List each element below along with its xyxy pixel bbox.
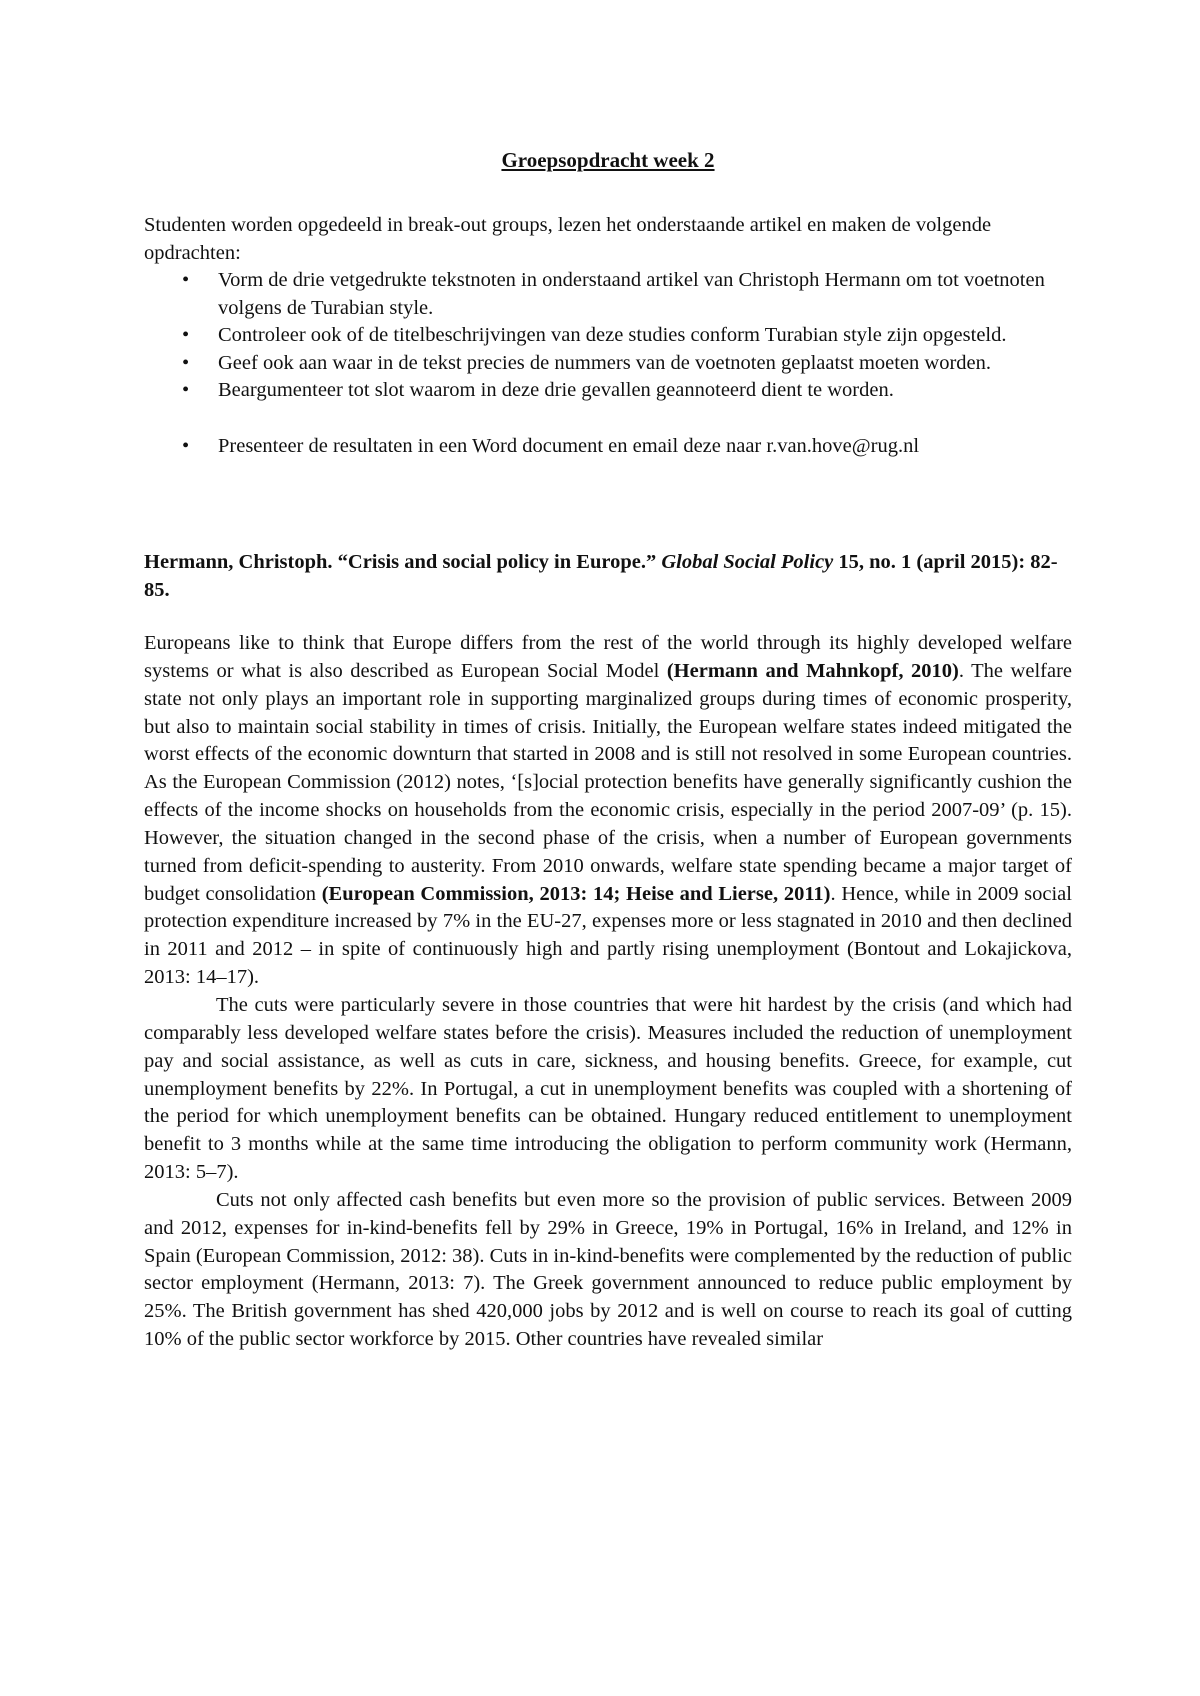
task-text: Geef ook aan waar in de tekst precies de nummers van de voetnoten geplaatst moeten worden. — [218, 351, 992, 374]
citation-author: Hermann, Christoph. — [144, 551, 333, 573]
task-list — [144, 267, 1072, 460]
task-item — [144, 350, 1072, 378]
paragraph-text: Europeans like to think that Europe differs from the rest of the world through its highly developed welfare systems or what is also described as European Social Model — [144, 632, 1072, 682]
paragraph-text: . The welfare state not only plays an important role in supporting marginalized groups during times of economic prosperity, but also to maintain social stability in times of crisis. Initially, the European welfare states indeed mitigated the worst effects of the economic downturn that started in 2008 and is still not resolved in some European countries. As the European Commission (2012) notes, ‘[s]ocial protection benefits have generally significantly cushion the effects of the income shocks on households from the economic crisis, especially in the period 2007-09’ (p. 15). However, the situation changed in the second phase of the crisis, when a number of European governments turned from deficit-spending to austerity. From 2010 onwards, welfare state spending became a major target of budget consolidation — [144, 659, 1072, 905]
bullet-icon: • — [182, 434, 190, 457]
bullet-icon: • — [182, 351, 190, 374]
task-item — [144, 322, 1072, 350]
task-item — [144, 267, 1072, 322]
article-paragraph — [144, 630, 1072, 992]
citation-journal: Global Social Policy — [661, 551, 834, 573]
intro-text: Studenten worden opgedeeld in break-out groups, lezen het onderstaande artikel en maken de volgende opdrachten: — [144, 214, 992, 264]
article-citation — [144, 548, 1072, 604]
bullet-icon: • — [182, 269, 190, 291]
citation-article-title: “Crisis and social policy in Europe.” — [337, 551, 657, 573]
article-paragraph: The cuts were particularly severe in those countries that were hit hardest by the crisis (and which had comparably less developed welfare states before the crisis). Measures included the reduction of unemployment pay and social assistance, as well as cuts in care, sickness, and housing benefits. Greece, for example, cut unemployment benefits by 22%. In Portugal, a cut in unemployment benefits was coupled with a shortening of the period for which unemployment benefits can be obtained. Hungary reduced entitlement to unemployment benefit to 3 months while at the same time introducing the obligation to perform community work (Hermann, 2013: 5–7). — [144, 993, 1072, 1184]
task-text: Vorm de drie vetgedrukte tekstnoten in onderstaand artikel van Christoph Hermann om tot voetnoten volgens de Turabian style. — [218, 269, 1045, 319]
bullet-icon: • — [182, 324, 190, 346]
article-body — [144, 630, 1072, 1354]
article-paragraph: Cuts not only affected cash benefits but even more so the provision of public services. Between 2009 and 2012, expenses for in-kind-benefits fell by 29% in Greece, 19% in Portugal, 16% in Ireland, and 12% in Spain (European Commission, 2012: 38). Cuts in in-kind-benefits were complemented by the reduction of public sector employment (Hermann, 2013: 7). The Greek government announced to reduce public employment by 25%. The British government has shed 420,000 jobs by 2012 and is well on course to reach its goal of cutting 10% of the public sector workforce by 2015. Other countries have revealed similar — [144, 1188, 1073, 1351]
task-item — [144, 433, 1072, 461]
bold-text-note: (European Commission, 2013: 14; Heise and Lierse, 2011) — [321, 882, 831, 905]
bullet-icon: • — [182, 379, 190, 401]
task-text: Presenteer de resultaten in een Word document en email deze naar r.van.hove@rug.nl — [218, 434, 920, 457]
citation-details: 15, no. 1 (april 2015): 82-85. — [144, 551, 1058, 601]
paragraph-text: . Hence, while in 2009 social protection expenditure increased by 7% in the EU-27, expenses more or less stagnated in 2010 and then declined in 2011 and 2012 – in spite of continuously high and partly rising unemployment (Bontout and Lokajickova, 2013: 14–17). — [144, 882, 1072, 989]
task-text: Controleer ook of de titelbeschrijvingen van deze studies conform Turabian style zijn opgesteld. — [218, 324, 1007, 346]
task-text: Beargumenteer tot slot waarom in deze drie gevallen geannoteerd dient te worden. — [218, 379, 894, 401]
bold-text-note: (Hermann and Mahnkopf, 2010) — [666, 659, 959, 682]
page-title: Groepsopdracht week 2 — [501, 148, 715, 172]
task-item — [144, 377, 1072, 405]
